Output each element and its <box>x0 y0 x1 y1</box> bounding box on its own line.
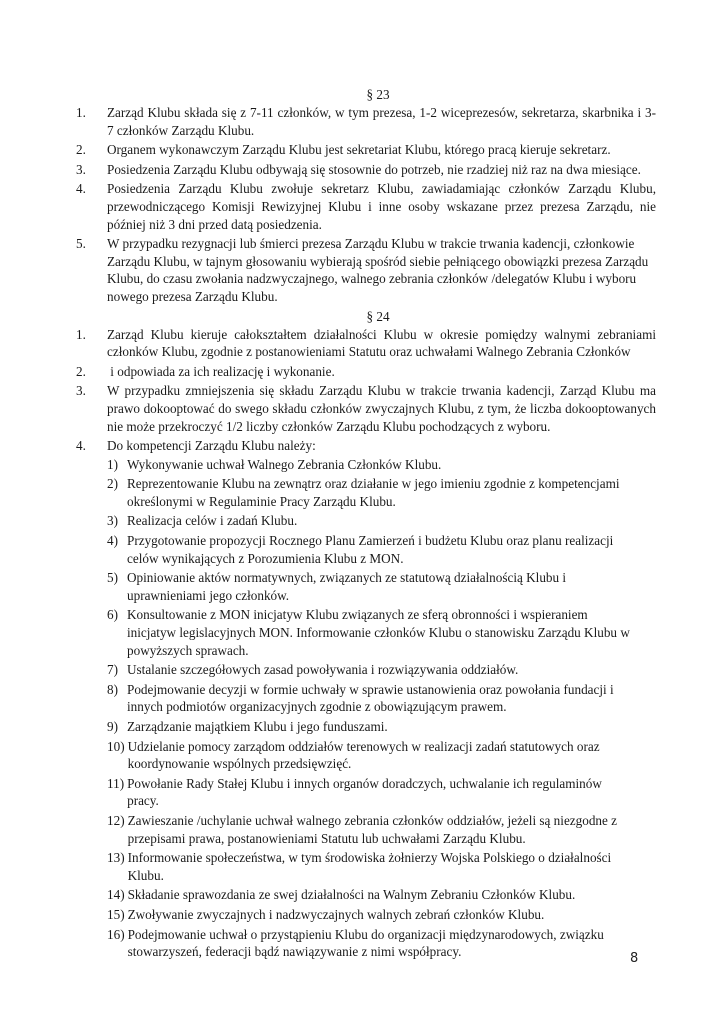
sub-text: Powołanie Rady Stałej Klubu i innych organów doradczych, uchwalanie ich regulaminów pracy. <box>127 775 602 809</box>
sub-text: Zarządzanie majątkiem Klubu i jego funduszami. <box>127 719 388 734</box>
competence-item <box>107 812 656 847</box>
sub-number: 1) <box>107 456 118 472</box>
item-text: Zarząd Klubu składa się z 7-11 członków, w tym prezesa, 1-2 wiceprezesów, sekretarza, skarbnika i 3- 7 członków Zarządu Klubu. <box>107 105 656 138</box>
item-text: i odpowiada za ich realizację i wykonanie. <box>107 363 335 379</box>
item-text: Posiedzenia Zarządu Klubu zwołuje sekretarz Klubu, zawiadamiając członków Zarządu Klubu, przewodniczącego Komisji Rewizyjnej Klubu i inne osoby wskazane przez prezesa Zarządu, nie później niż 3 dni przed datą posiedzenia. <box>107 181 656 232</box>
list-item <box>76 235 656 305</box>
item-text: Posiedzenia Zarządu Klubu odbywają się stosownie do potrzeb, nie rzadziej niż raz na dwa miesiące. <box>107 161 641 177</box>
list-item <box>76 180 656 233</box>
competence-item <box>107 475 656 510</box>
competences-block <box>107 437 656 963</box>
item-text: Zarząd Klubu kieruje całokształtem działalności Klubu w okresie pomiędzy walnymi zebraniami członków Klubu, zgodnie z postanowieniami Statutu oraz uchwałami Walnego Zebrania Członków <box>107 326 656 360</box>
competence-item <box>107 681 656 716</box>
section-heading: § 23 <box>366 87 390 102</box>
sub-text: Zwoływanie zwyczajnych i nadzwyczajnych walnych zebrań członków Klubu. <box>127 906 545 922</box>
competence-item <box>107 456 656 474</box>
sub-text: Realizacja celów i zadań Klubu. <box>127 513 298 529</box>
sub-number: 6) <box>107 607 118 623</box>
sub-text: Przygotowanie propozycji Rocznego Planu Zamierzeń i budżetu Klubu oraz planu realizacji celów wynikających z Porozumienia Klubu z MON. <box>127 533 614 566</box>
list-item <box>76 326 656 361</box>
sub-text: Podejmowanie decyzji w formie uchwały w sprawie ustanowienia oraz powołania fundacji i innych podmiotów organizacyjnych zgodnie z obowiązującym prawem. <box>127 681 614 715</box>
sub-number: 2) <box>107 476 118 492</box>
sub-text: Konsultowanie z MON inicjatyw Klubu związanych ze sferą obronności i wspieraniem inicjatyw legislacyjnych MON. Informowanie członków Klubu o stanowisku Zarządu Klubu w powyższych sprawach. <box>127 607 630 658</box>
sub-number: 13) <box>107 850 125 866</box>
competence-item <box>107 661 656 679</box>
competence-item <box>107 906 656 924</box>
sub-text: Podejmowanie uchwał o przystąpieniu Klubu do organizacji międzynarodowych, związku stowarzyszeń, federacji bądź nawiązywanie z nimi współpracy. <box>127 926 604 960</box>
section-23 <box>76 86 656 306</box>
sub-number: 15) <box>107 906 125 922</box>
competence-item <box>107 849 656 884</box>
item-number: 5. <box>76 236 86 252</box>
sub-text: Udzielanie pomocy zarządom oddziałów terenowych w realizacji zadań statutowych oraz koordynowanie wspólnych przedsięwzięć. <box>127 738 600 772</box>
sub-number: 16) <box>107 926 125 942</box>
item-number: 2. <box>76 142 86 158</box>
item-number: 3. <box>76 161 86 177</box>
item-number: 4. <box>76 438 86 454</box>
sub-number: 7) <box>107 662 118 678</box>
competence-item <box>107 532 656 567</box>
item-text: W przypadku zmniejszenia się składu Zarządu Klubu w trakcie trwania kadencji, Zarząd Klubu ma prawo dokooptować do swego składu członków zwyczajnych Klubu, z tym, że liczba dokooptowanych nie może przekroczyć 1/2 liczby członków Zarządu Klubu pochodzących z wyboru. <box>107 383 656 434</box>
sub-number: 11) <box>107 775 125 791</box>
sub-text: Ustalanie szczegółowych zasad powoływania i rozwiązywania oddziałów. <box>127 662 519 678</box>
sub-number: 9) <box>107 719 118 734</box>
competence-item <box>107 569 656 604</box>
sub-number: 14) <box>107 887 125 903</box>
section-heading: § 24 <box>366 308 390 324</box>
item-text: W przypadku rezygnacji lub śmierci prezesa Zarządu Klubu w trakcie trwania kadencji, członkowie Zarządu Klubu, w tajnym głosowaniu wybierają spośród siebie pełniącego obowiązki prezesa Zarządu Klubu, do czasu zwołania nadzwyczajnego, walnego zebrania członków /delegatów Klubu i wyboru nowego prezesa Zarządu Klubu. <box>107 236 649 304</box>
item-number: 4. <box>76 181 86 197</box>
sub-number: 4) <box>107 533 118 549</box>
item-text: Do kompetencji Zarządu Klubu należy: <box>107 438 316 454</box>
list-item <box>76 363 656 381</box>
item-number: 1. <box>76 326 86 342</box>
list-item <box>76 161 656 179</box>
item-number: 2. <box>76 363 86 379</box>
competence-item <box>107 886 656 904</box>
competence-item <box>107 775 656 810</box>
competence-item <box>107 718 656 736</box>
list-item <box>76 104 656 139</box>
document-body <box>76 86 656 965</box>
sub-number: 3) <box>107 513 118 529</box>
competence-item <box>107 926 656 961</box>
competences-list <box>107 456 656 961</box>
sub-text: Reprezentowanie Klubu na zewnątrz oraz działanie w jego imieniu zgodnie z kompetencjami określonymi w Regulaminie Pracy Zarządu Klubu. <box>127 476 620 509</box>
list-item <box>76 141 656 159</box>
item-number: 1. <box>76 105 86 120</box>
item-text: Organem wykonawczym Zarządu Klubu jest sekretariat Klubu, którego pracą kieruje sekretarz. <box>107 142 611 158</box>
list-item <box>76 437 656 963</box>
section-24 <box>76 308 656 963</box>
sub-number: 8) <box>107 681 118 697</box>
sub-text: Wykonywanie uchwał Walnego Zebrania Członków Klubu. <box>127 456 442 472</box>
competence-item <box>107 606 656 659</box>
sub-text: Informowanie społeczeństwa, w tym środowiska żołnierzy Wojska Polskiego o działalności Klubu. <box>127 850 612 883</box>
sub-number: 5) <box>107 570 118 586</box>
sub-number: 10) <box>107 738 125 754</box>
competence-item <box>107 738 656 773</box>
sub-text: Zawieszanie /uchylanie uchwał walnego zebrania członków oddziałów, jeżeli są niezgodne z przepisami prawa, postanowieniami Statutu lub uchwałami Zarządu Klubu. <box>127 812 618 846</box>
item-number: 3. <box>76 383 86 399</box>
competence-item <box>107 512 656 530</box>
sub-number: 12) <box>107 812 125 828</box>
sub-text: Opiniowanie aktów normatywnych, związanych ze statutową działalnością Klubu i uprawnieniami jego członków. <box>127 570 567 603</box>
sub-text: Składanie sprawozdania ze swej działalności na Walnym Zebraniu Członków Klubu. <box>127 887 576 903</box>
list-item <box>76 382 656 435</box>
page-number: 8 <box>630 951 639 966</box>
